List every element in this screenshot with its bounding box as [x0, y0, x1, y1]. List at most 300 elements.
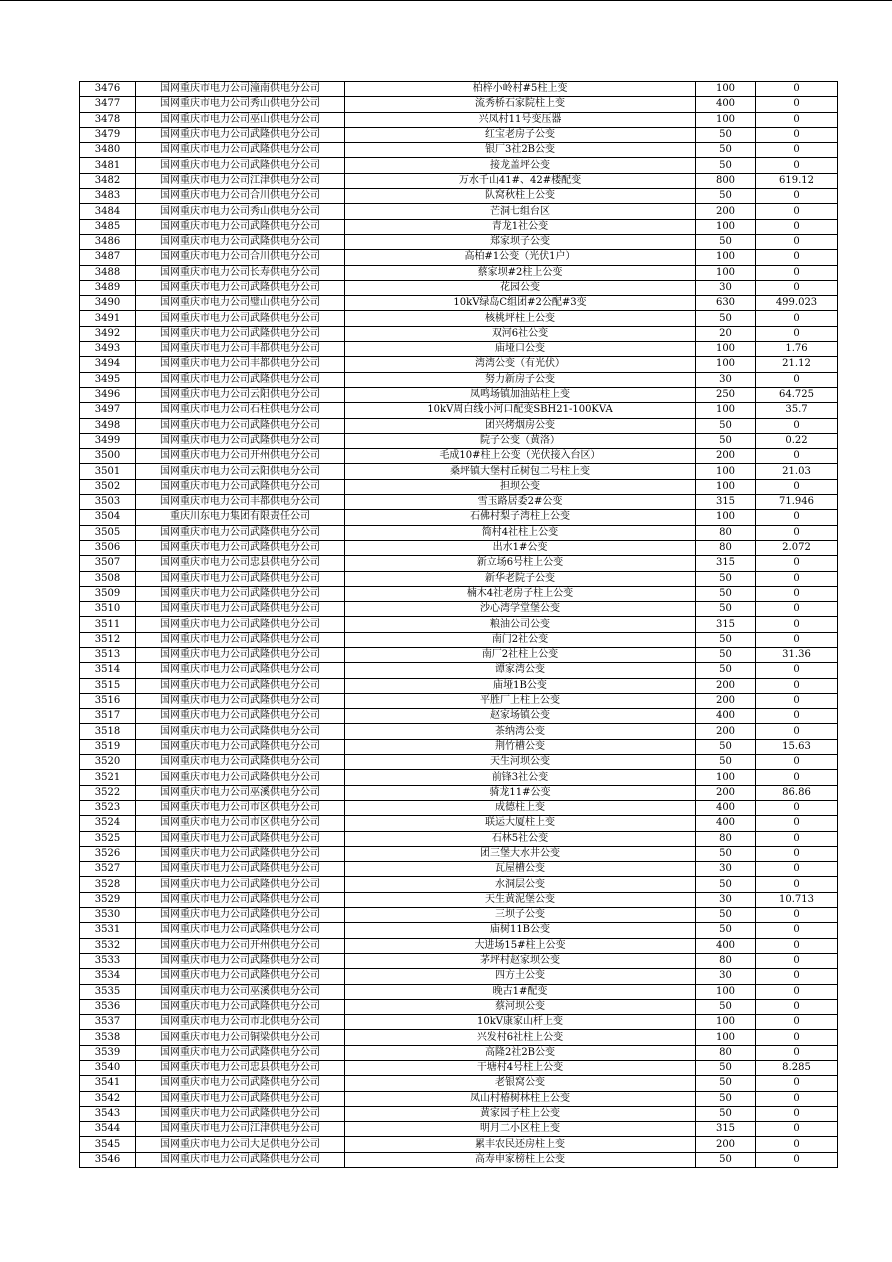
transformer-name-cell: 谭家湾公变	[345, 663, 696, 678]
transformer-name-cell: 队窝秋柱上公变	[345, 189, 696, 204]
value-cell: 0	[756, 953, 838, 968]
table-row	[80, 433, 838, 448]
row-number-cell: 3489	[80, 280, 136, 295]
company-cell: 国网重庆市电力公司秀山供电分公司	[136, 97, 345, 112]
transformer-name-cell: 庙垭口公变	[345, 342, 696, 357]
row-number-cell: 3493	[80, 342, 136, 357]
capacity-cell: 100	[696, 265, 756, 280]
capacity-cell: 315	[696, 1122, 756, 1137]
company-cell: 国网重庆市电力公司云阳供电分公司	[136, 387, 345, 402]
transformer-name-cell: 大进场15#柱上公变	[345, 938, 696, 953]
row-number-cell: 3487	[80, 250, 136, 265]
company-cell: 国网重庆市电力公司武隆供电分公司	[136, 525, 345, 540]
capacity-cell: 100	[696, 357, 756, 372]
capacity-cell: 30	[696, 280, 756, 295]
row-number-cell: 3491	[80, 311, 136, 326]
transformer-name-cell: 新华老院子公变	[345, 571, 696, 586]
capacity-cell: 100	[696, 984, 756, 999]
table-row	[80, 739, 838, 754]
capacity-cell: 20	[696, 326, 756, 341]
company-cell: 国网重庆市电力公司武隆供电分公司	[136, 953, 345, 968]
row-number-cell: 3512	[80, 632, 136, 647]
transformer-name-cell: 凤鸣场镇加油站柱上变	[345, 387, 696, 402]
value-cell: 0	[756, 1122, 838, 1137]
company-cell: 国网重庆市电力公司长寿供电分公司	[136, 265, 345, 280]
transformer-name-cell: 10kV康家山杆上变	[345, 1015, 696, 1030]
capacity-cell: 50	[696, 1091, 756, 1106]
table-row	[80, 862, 838, 877]
company-cell: 国网重庆市电力公司丰都供电分公司	[136, 495, 345, 510]
value-cell: 0	[756, 693, 838, 708]
company-cell: 国网重庆市电力公司武隆供电分公司	[136, 724, 345, 739]
company-cell: 国网重庆市电力公司武隆供电分公司	[136, 709, 345, 724]
capacity-cell: 100	[696, 464, 756, 479]
value-cell: 0	[756, 311, 838, 326]
company-cell: 国网重庆市电力公司武隆供电分公司	[136, 892, 345, 907]
company-cell: 国网重庆市电力公司开州供电分公司	[136, 938, 345, 953]
company-cell: 国网重庆市电力公司武隆供电分公司	[136, 219, 345, 234]
row-number-cell: 3506	[80, 540, 136, 555]
row-number-cell: 3522	[80, 785, 136, 800]
transformer-name-cell: 茅坪村赵家坝公变	[345, 953, 696, 968]
value-cell: 86.86	[756, 785, 838, 800]
company-cell: 国网重庆市电力公司璧山供电分公司	[136, 296, 345, 311]
table-row	[80, 387, 838, 402]
company-cell: 国网重庆市电力公司潼南供电分公司	[136, 82, 345, 97]
value-cell: 0	[756, 1015, 838, 1030]
capacity-cell: 50	[696, 923, 756, 938]
value-cell: 0.22	[756, 433, 838, 448]
transformer-name-cell: 出水1#公变	[345, 540, 696, 555]
capacity-cell: 100	[696, 479, 756, 494]
row-number-cell: 3546	[80, 1152, 136, 1167]
table-row	[80, 846, 838, 861]
value-cell: 0	[756, 571, 838, 586]
transformer-name-cell: 沙心湾学堂堡公变	[345, 602, 696, 617]
capacity-cell: 50	[696, 433, 756, 448]
transformer-name-cell: 青龙1社公变	[345, 219, 696, 234]
transformer-name-cell: 蔡河坝公变	[345, 999, 696, 1014]
row-number-cell: 3540	[80, 1061, 136, 1076]
transformer-name-cell: 晚古1#配变	[345, 984, 696, 999]
transformer-name-cell: 万水千山41#、42#楼配变	[345, 173, 696, 188]
row-number-cell: 3545	[80, 1137, 136, 1152]
value-cell: 21.12	[756, 357, 838, 372]
row-number-cell: 3515	[80, 678, 136, 693]
capacity-cell: 50	[696, 234, 756, 249]
transformer-name-cell: 茶纳湾公变	[345, 724, 696, 739]
transformer-name-cell: 兴凤村11号变压器	[345, 112, 696, 127]
capacity-cell: 50	[696, 311, 756, 326]
value-cell: 0	[756, 97, 838, 112]
table-row	[80, 1015, 838, 1030]
row-number-cell: 3494	[80, 357, 136, 372]
value-cell: 0	[756, 234, 838, 249]
company-cell: 国网重庆市电力公司武隆供电分公司	[136, 632, 345, 647]
transformer-name-cell: 银厂3社2B公变	[345, 143, 696, 158]
row-number-cell: 3531	[80, 923, 136, 938]
transformer-name-cell: 毛成10#柱上公变（光伏接入台区）	[345, 449, 696, 464]
value-cell: 0	[756, 800, 838, 815]
table-row	[80, 143, 838, 158]
row-number-cell: 3537	[80, 1015, 136, 1030]
company-cell: 国网重庆市电力公司武隆供电分公司	[136, 311, 345, 326]
transformer-name-cell: 流秀桥石家院柱上变	[345, 97, 696, 112]
table-row	[80, 816, 838, 831]
company-cell: 国网重庆市电力公司大足供电分公司	[136, 1137, 345, 1152]
row-number-cell: 3484	[80, 204, 136, 219]
row-number-cell: 3479	[80, 127, 136, 142]
company-cell: 国网重庆市电力公司石柱供电分公司	[136, 403, 345, 418]
value-cell: 0	[756, 479, 838, 494]
transformer-name-cell: 高隆2社2B公变	[345, 1045, 696, 1060]
value-cell: 0	[756, 219, 838, 234]
capacity-cell: 30	[696, 969, 756, 984]
table-row	[80, 158, 838, 173]
value-cell: 31.36	[756, 647, 838, 662]
capacity-cell: 80	[696, 525, 756, 540]
row-number-cell: 3477	[80, 97, 136, 112]
transformer-name-cell: 院子公变（黄洛）	[345, 433, 696, 448]
table-row	[80, 1106, 838, 1121]
company-cell: 国网重庆市电力公司武隆供电分公司	[136, 1091, 345, 1106]
transformer-name-cell: 石林5社公变	[345, 831, 696, 846]
company-cell: 国网重庆市电力公司武隆供电分公司	[136, 418, 345, 433]
row-number-cell: 3518	[80, 724, 136, 739]
company-cell: 国网重庆市电力公司武隆供电分公司	[136, 158, 345, 173]
transformer-name-cell: 三坝子公变	[345, 908, 696, 923]
value-cell: 0	[756, 189, 838, 204]
company-cell: 国网重庆市电力公司秀山供电分公司	[136, 204, 345, 219]
capacity-cell: 50	[696, 663, 756, 678]
company-cell: 国网重庆市电力公司武隆供电分公司	[136, 770, 345, 785]
row-number-cell: 3499	[80, 433, 136, 448]
row-number-cell: 3478	[80, 112, 136, 127]
row-number-cell: 3482	[80, 173, 136, 188]
company-cell: 国网重庆市电力公司武隆供电分公司	[136, 908, 345, 923]
table-row	[80, 97, 838, 112]
table-row	[80, 892, 838, 907]
value-cell: 0	[756, 280, 838, 295]
capacity-cell: 200	[696, 785, 756, 800]
value-cell: 0	[756, 265, 838, 280]
capacity-cell: 315	[696, 495, 756, 510]
row-number-cell: 3513	[80, 647, 136, 662]
value-cell: 10.713	[756, 892, 838, 907]
company-cell: 国网重庆市电力公司武隆供电分公司	[136, 877, 345, 892]
row-number-cell: 3524	[80, 816, 136, 831]
table-row	[80, 999, 838, 1014]
row-number-cell: 3544	[80, 1122, 136, 1137]
row-number-cell: 3496	[80, 387, 136, 402]
transformer-name-cell: 桑坪镇大堡村丘树包二号柱上变	[345, 464, 696, 479]
capacity-cell: 400	[696, 800, 756, 815]
table-row	[80, 82, 838, 97]
company-cell: 国网重庆市电力公司武隆供电分公司	[136, 372, 345, 387]
value-cell: 0	[756, 938, 838, 953]
row-number-cell: 3527	[80, 862, 136, 877]
row-number-cell: 3511	[80, 617, 136, 632]
table-row	[80, 173, 838, 188]
value-cell: 35.7	[756, 403, 838, 418]
transformer-name-cell: 赵家场镇公变	[345, 709, 696, 724]
capacity-cell: 50	[696, 602, 756, 617]
capacity-cell: 100	[696, 510, 756, 525]
table-row	[80, 112, 838, 127]
row-number-cell: 3539	[80, 1045, 136, 1060]
table-row	[80, 495, 838, 510]
table-row	[80, 724, 838, 739]
company-cell: 国网重庆市电力公司武隆供电分公司	[136, 433, 345, 448]
table-row	[80, 663, 838, 678]
table-row	[80, 1091, 838, 1106]
value-cell: 0	[756, 663, 838, 678]
table-row	[80, 693, 838, 708]
transformer-name-cell: 柏梓小岭村#5柱上变	[345, 82, 696, 97]
value-cell: 0	[756, 158, 838, 173]
company-cell: 国网重庆市电力公司武隆供电分公司	[136, 571, 345, 586]
transformer-name-cell: 努力新房子公变	[345, 372, 696, 387]
row-number-cell: 3543	[80, 1106, 136, 1121]
transformer-name-cell: 累丰农民还房柱上变	[345, 1137, 696, 1152]
capacity-cell: 100	[696, 82, 756, 97]
row-number-cell: 3498	[80, 418, 136, 433]
transformer-name-cell: 平胜厂上柱上公变	[345, 693, 696, 708]
row-number-cell: 3509	[80, 586, 136, 601]
capacity-cell: 50	[696, 647, 756, 662]
company-cell: 国网重庆市电力公司市区供电分公司	[136, 800, 345, 815]
table-row	[80, 969, 838, 984]
row-number-cell: 3536	[80, 999, 136, 1014]
company-cell: 国网重庆市电力公司武隆供电分公司	[136, 923, 345, 938]
value-cell: 0	[756, 877, 838, 892]
value-cell: 0	[756, 678, 838, 693]
value-cell: 0	[756, 449, 838, 464]
transformer-name-cell: 高寿申家榜柱上公变	[345, 1152, 696, 1167]
transformer-name-cell: 凤山村椿树林柱上公变	[345, 1091, 696, 1106]
value-cell: 0	[756, 709, 838, 724]
capacity-cell: 200	[696, 1137, 756, 1152]
row-number-cell: 3529	[80, 892, 136, 907]
value-cell: 499.023	[756, 296, 838, 311]
table-row	[80, 403, 838, 418]
transformer-name-cell: 郑家坝子公变	[345, 234, 696, 249]
table-row	[80, 770, 838, 785]
value-cell: 0	[756, 525, 838, 540]
row-number-cell: 3495	[80, 372, 136, 387]
transformer-name-cell: 联运大厦柱上变	[345, 816, 696, 831]
capacity-cell: 100	[696, 219, 756, 234]
capacity-cell: 200	[696, 678, 756, 693]
table-row	[80, 449, 838, 464]
transformer-name-cell: 南门2社公变	[345, 632, 696, 647]
table-row	[80, 418, 838, 433]
capacity-cell: 100	[696, 403, 756, 418]
value-cell: 0	[756, 127, 838, 142]
transformer-name-cell: 芒洞七组台区	[345, 204, 696, 219]
transformer-name-cell: 湾湾公变（有光伏）	[345, 357, 696, 372]
value-cell: 0	[756, 510, 838, 525]
capacity-cell: 200	[696, 724, 756, 739]
capacity-cell: 630	[696, 296, 756, 311]
row-number-cell: 3483	[80, 189, 136, 204]
capacity-cell: 50	[696, 143, 756, 158]
table-row	[80, 1122, 838, 1137]
company-cell: 国网重庆市电力公司武隆供电分公司	[136, 739, 345, 754]
company-cell: 国网重庆市电力公司江津供电分公司	[136, 1122, 345, 1137]
company-cell: 国网重庆市电力公司武隆供电分公司	[136, 617, 345, 632]
value-cell: 0	[756, 1152, 838, 1167]
row-number-cell: 3490	[80, 296, 136, 311]
transformer-name-cell: 干塘村4号柱上公变	[345, 1061, 696, 1076]
company-cell: 国网重庆市电力公司江津供电分公司	[136, 173, 345, 188]
table-row	[80, 525, 838, 540]
row-number-cell: 3508	[80, 571, 136, 586]
capacity-cell: 400	[696, 816, 756, 831]
value-cell: 0	[756, 1045, 838, 1060]
company-cell: 国网重庆市电力公司武隆供电分公司	[136, 143, 345, 158]
transformer-name-cell: 黄家园子柱上公变	[345, 1106, 696, 1121]
value-cell: 21.03	[756, 464, 838, 479]
company-cell: 国网重庆市电力公司武隆供电分公司	[136, 999, 345, 1014]
value-cell: 15.63	[756, 739, 838, 754]
table-row	[80, 510, 838, 525]
table-row	[80, 647, 838, 662]
company-cell: 国网重庆市电力公司武隆供电分公司	[136, 586, 345, 601]
capacity-cell: 800	[696, 173, 756, 188]
capacity-cell: 100	[696, 250, 756, 265]
capacity-cell: 100	[696, 342, 756, 357]
transformer-name-cell: 花园公变	[345, 280, 696, 295]
row-number-cell: 3533	[80, 953, 136, 968]
table-row	[80, 800, 838, 815]
table-row	[80, 602, 838, 617]
row-number-cell: 3486	[80, 234, 136, 249]
capacity-cell: 100	[696, 1015, 756, 1030]
row-number-cell: 3538	[80, 1030, 136, 1045]
value-cell: 0	[756, 831, 838, 846]
table-row	[80, 1076, 838, 1091]
row-number-cell: 3521	[80, 770, 136, 785]
value-cell: 0	[756, 1106, 838, 1121]
transformer-name-cell: 雪玉路居委2#公变	[345, 495, 696, 510]
table-row	[80, 540, 838, 555]
table-row	[80, 127, 838, 142]
capacity-cell: 50	[696, 632, 756, 647]
capacity-cell: 50	[696, 1076, 756, 1091]
table-row	[80, 709, 838, 724]
transformer-name-cell: 庙树11B公变	[345, 923, 696, 938]
row-number-cell: 3510	[80, 602, 136, 617]
value-cell: 0	[756, 250, 838, 265]
company-cell: 国网重庆市电力公司武隆供电分公司	[136, 693, 345, 708]
transformer-name-cell: 粮油公司公变	[345, 617, 696, 632]
capacity-cell: 250	[696, 387, 756, 402]
transformer-name-cell: 高柏#1公变（光伏1户）	[345, 250, 696, 265]
capacity-cell: 50	[696, 846, 756, 861]
row-number-cell: 3481	[80, 158, 136, 173]
capacity-cell: 50	[696, 1061, 756, 1076]
row-number-cell: 3501	[80, 464, 136, 479]
row-number-cell: 3534	[80, 969, 136, 984]
row-number-cell: 3532	[80, 938, 136, 953]
table-row	[80, 1152, 838, 1167]
value-cell: 0	[756, 984, 838, 999]
transformer-name-cell: 成德柱上变	[345, 800, 696, 815]
company-cell: 国网重庆市电力公司巫溪供电分公司	[136, 785, 345, 800]
transformer-name-cell: 10kV周白线小河口配变SBH21-100KVA	[345, 403, 696, 418]
table-row	[80, 1061, 838, 1076]
table-row	[80, 785, 838, 800]
value-cell: 0	[756, 908, 838, 923]
company-cell: 国网重庆市电力公司巫溪供电分公司	[136, 984, 345, 999]
row-number-cell: 3520	[80, 755, 136, 770]
value-cell: 0	[756, 418, 838, 433]
capacity-cell: 50	[696, 739, 756, 754]
capacity-cell: 50	[696, 1106, 756, 1121]
transformer-name-cell: 骑龙11#公变	[345, 785, 696, 800]
value-cell: 1.76	[756, 342, 838, 357]
row-number-cell: 3500	[80, 449, 136, 464]
capacity-cell: 50	[696, 189, 756, 204]
transformer-name-cell: 团三堡大水井公变	[345, 846, 696, 861]
capacity-cell: 50	[696, 1152, 756, 1167]
company-cell: 国网重庆市电力公司丰都供电分公司	[136, 342, 345, 357]
capacity-cell: 400	[696, 97, 756, 112]
table-row	[80, 311, 838, 326]
capacity-cell: 50	[696, 127, 756, 142]
table-row	[80, 755, 838, 770]
table-row	[80, 219, 838, 234]
capacity-cell: 50	[696, 755, 756, 770]
table-row	[80, 984, 838, 999]
capacity-cell: 50	[696, 418, 756, 433]
row-number-cell: 3507	[80, 556, 136, 571]
row-number-cell: 3519	[80, 739, 136, 754]
company-cell: 国网重庆市电力公司武隆供电分公司	[136, 602, 345, 617]
transformer-name-cell: 四方土公变	[345, 969, 696, 984]
value-cell: 0	[756, 632, 838, 647]
company-cell: 国网重庆市电力公司武隆供电分公司	[136, 846, 345, 861]
company-cell: 国网重庆市电力公司武隆供电分公司	[136, 280, 345, 295]
value-cell: 0	[756, 1137, 838, 1152]
capacity-cell: 315	[696, 617, 756, 632]
capacity-cell: 100	[696, 770, 756, 785]
company-cell: 国网重庆市电力公司武隆供电分公司	[136, 127, 345, 142]
value-cell: 0	[756, 1076, 838, 1091]
company-cell: 重庆川东电力集团有限责任公司	[136, 510, 345, 525]
row-number-cell: 3503	[80, 495, 136, 510]
capacity-cell: 315	[696, 556, 756, 571]
transformer-name-cell: 天生河坝公变	[345, 755, 696, 770]
value-cell: 8.285	[756, 1061, 838, 1076]
capacity-cell: 100	[696, 112, 756, 127]
row-number-cell: 3526	[80, 846, 136, 861]
capacity-cell: 30	[696, 892, 756, 907]
row-number-cell: 3505	[80, 525, 136, 540]
row-number-cell: 3528	[80, 877, 136, 892]
capacity-cell: 200	[696, 693, 756, 708]
company-cell: 国网重庆市电力公司武隆供电分公司	[136, 1076, 345, 1091]
transformer-name-cell: 接龙盖坪公变	[345, 158, 696, 173]
company-cell: 国网重庆市电力公司巫山供电分公司	[136, 112, 345, 127]
row-number-cell: 3504	[80, 510, 136, 525]
value-cell: 0	[756, 770, 838, 785]
capacity-cell: 50	[696, 158, 756, 173]
capacity-cell: 80	[696, 831, 756, 846]
table-row	[80, 1137, 838, 1152]
transformer-name-cell: 瓦屋槽公变	[345, 862, 696, 877]
